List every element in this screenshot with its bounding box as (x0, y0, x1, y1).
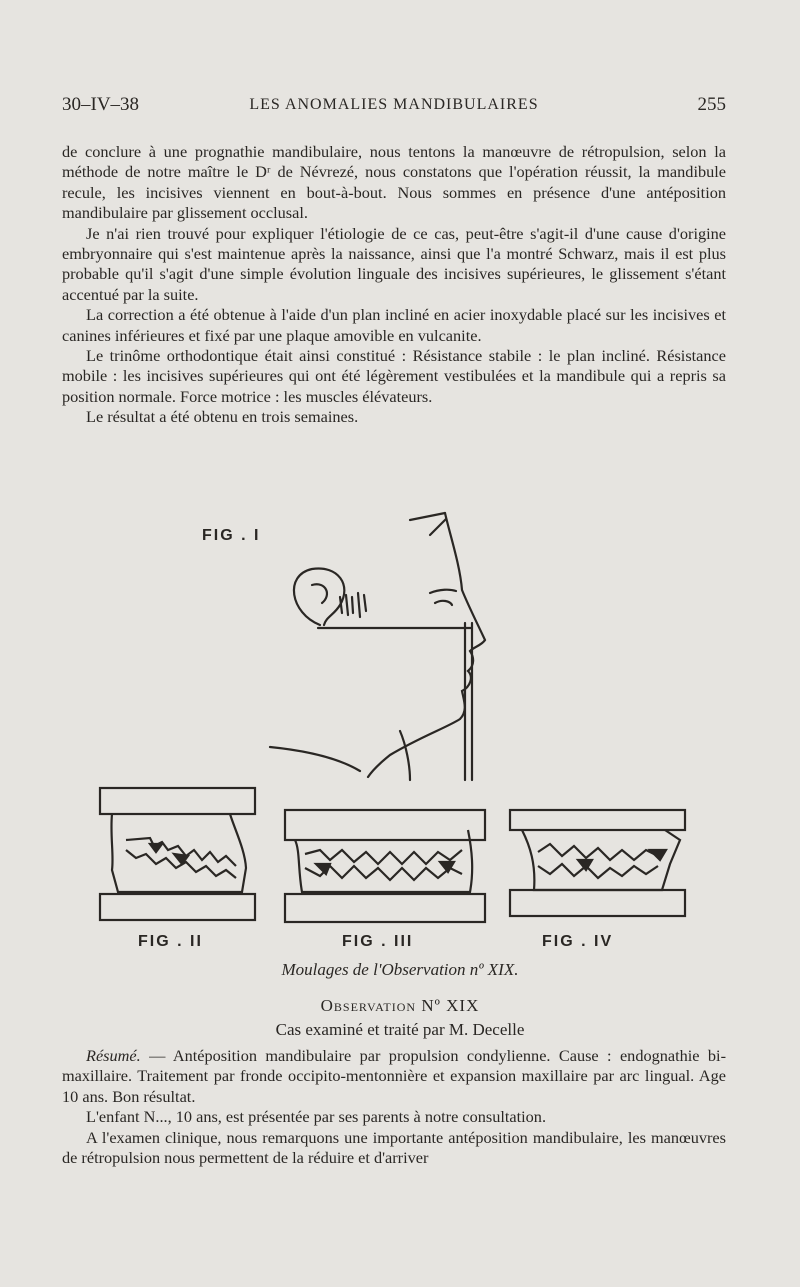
running-title: LES ANOMALIES MANDIBULAIRES (249, 96, 539, 113)
resume-label: Résumé. (86, 1046, 141, 1065)
paragraph: L'enfant N..., 10 ans, est présentée par ses parents à notre consultation. (86, 1107, 547, 1127)
fig-2-label: FIG . II (138, 933, 203, 950)
body-text-lower (62, 1046, 726, 1168)
fig-3-label: FIG . III (342, 933, 414, 950)
body-text-upper (62, 142, 726, 428)
resume-paragraph (62, 1046, 726, 1107)
paragraph: Le trinôme orthodontique était ainsi constitué : Résistance stabile : le plan incliné. Résistance mobile : les incisives supérieures qui ont été légèrement vestibulées et la mandibule qui a repris sa position normale. Force motrice : les muscles élévateurs. (62, 346, 726, 406)
paragraph: La correction a été obtenue à l'aide d'un plan incliné en acier inoxydable placé sur les incisives et canines inférieures et fixé par une plaque amovible en vulcanite. (62, 305, 726, 345)
page-header (62, 94, 726, 122)
resume-text: — Antéposition mandibulaire par propulsion condylienne. Cause : endognathie bi-maxillaire. Traitement par fronde occipito-mentonnière et expansion maxillaire par arc lingual. Age 10 ans. Bon résultat. (62, 1046, 726, 1106)
fig-4-label: FIG . IV (542, 933, 614, 950)
paragraph: Je n'ai rien trouvé pour expliquer l'étiologie de ce cas, peut-être s'agit-il d'une cause d'origine embryonnaire qui s'est maintenue après la naissance, ainsi que l'a montré Schwarz, mais il est plus probable qu'il s'agit d'une simple évolution linguale des incisives supérieures, le glissement s'étant accentué par la suite. (62, 223, 726, 304)
page-number: 255 (697, 94, 726, 115)
paragraph: de conclure à une prognathie mandibulaire, nous tentons la manœuvre de rétropulsion, selon la méthode de notre maître le Dʳ de Névrezé, nous constatons que l'opération réussit, la mandibule recule, les incisives viennent en bout-à-bout. Nous sommes en présence d'une antéposition mandibulaire par glissement occlusal. (62, 142, 726, 223)
observation-title: Observation Nº XIX (320, 996, 480, 1015)
observation-subtitle: Cas examiné et traité par M. Decelle (275, 1020, 525, 1039)
profile-drawing (90, 505, 710, 785)
figure-caption: Moulages de l'Observation nº XIX. (281, 960, 519, 979)
paragraph: Le résultat a été obtenu en trois semaines. (86, 407, 359, 427)
paragraph: A l'examen clinique, nous remarquons une importante antéposition mandibulaire, les manœuvres de rétropulsion nous permettent de la réduire et d'arriver (62, 1127, 726, 1168)
header-date: 30–IV–38 (62, 94, 140, 115)
figures-area (90, 505, 710, 975)
fig-1-label: FIG . I (202, 527, 261, 544)
